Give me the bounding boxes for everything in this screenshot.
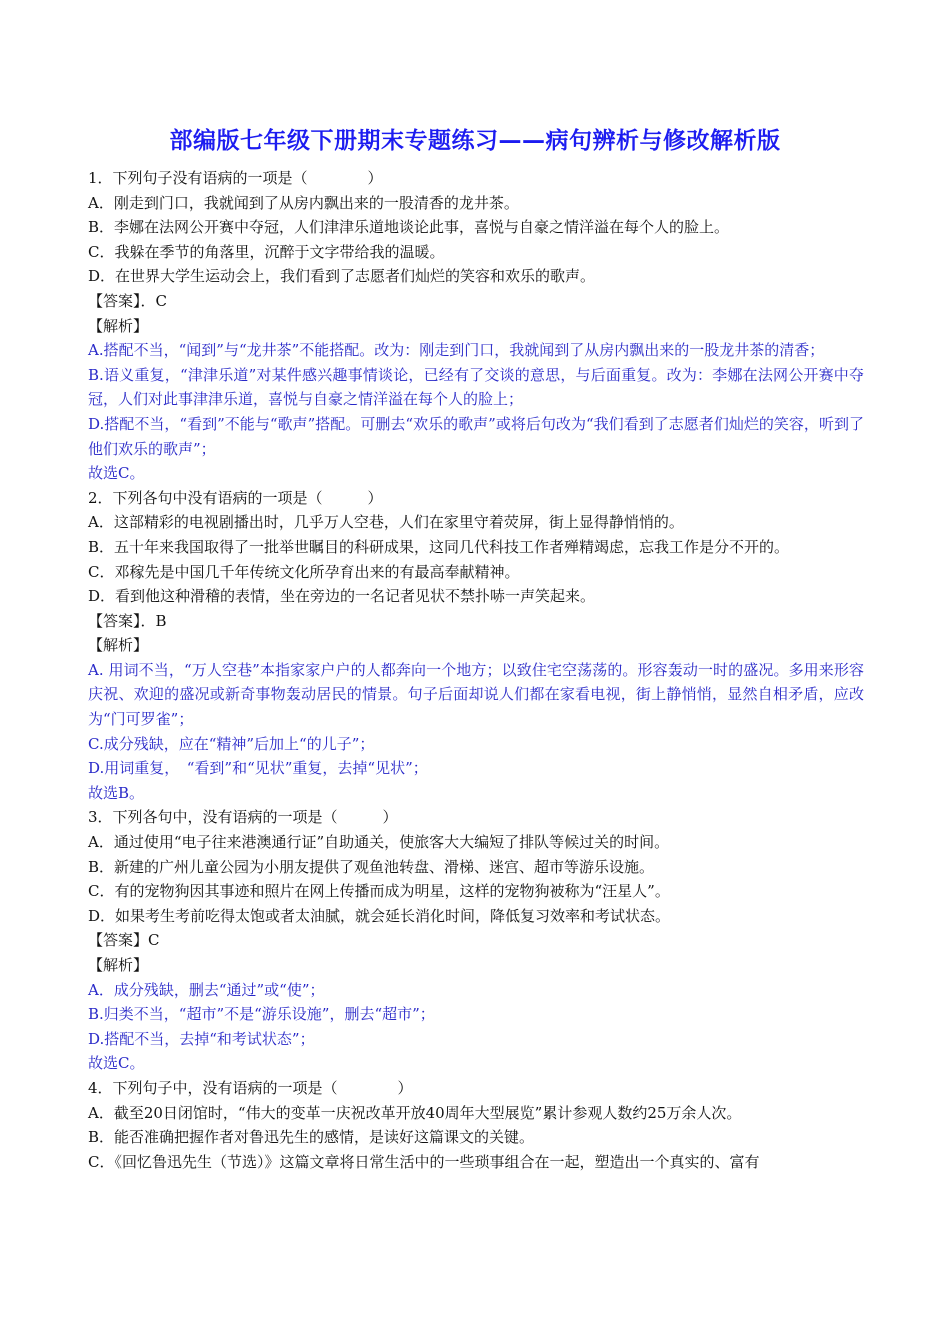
question-3-option-b: B．新建的广州儿童公园为小朋友提供了观鱼池转盘、滑梯、迷宫、超市等游乐设施。 — [88, 857, 655, 876]
question-2-option-c: C．邓稼先是中国几千年传统文化所孕育出来的有最高奉献精神。 — [88, 562, 520, 581]
question-1-explanation-a: A.搭配不当，“闻到”与“龙井茶”不能搭配。改为：刚走到门口，我就闻到了从房内飘出来的一股龙井茶的清香； — [88, 341, 825, 360]
question-1-analysis-label: 【解析】 — [88, 316, 149, 335]
question-3-option-d: D．如果考生考前吃得太饱或者太油腻，就会延长消化时间，降低复习效率和考试状态。 — [88, 906, 671, 925]
question-1-explanation-d: D.搭配不当，“看到”不能与“歌声”搭配。可删去“欢乐的歌声”或将后句改为“我们看到了志愿者们灿烂的笑容，听到了他们欢乐的歌声”； — [88, 414, 864, 458]
question-2-explanation-d: D.用词重复， “看到”和“见状”重复，去掉“见状”； — [88, 759, 428, 778]
question-3-explanation-b: B.归类不当，“超市”不是“游乐设施”，删去“超市”； — [88, 1005, 435, 1024]
question-3-analysis-label: 【解析】 — [88, 956, 149, 974]
question-4-option-a: A．截至20日闭馆时，“伟大的变革一庆祝改革开放40周年大型展览”累计参观人数约25万余人次。 — [88, 1103, 742, 1122]
question-1-option-d: D．在世界大学生运动会上，我们看到了志愿者们灿烂的笑容和欢乐的歌声。 — [88, 267, 596, 286]
document-body — [88, 166, 864, 1174]
question-3-stem: 3．下列各句中，没有语病的一项是（ ） — [88, 808, 398, 827]
question-1-option-c: C．我躲在季节的角落里，沉醉于文字带给我的温暖。 — [88, 242, 445, 261]
question-1-option-a: A．刚走到门口，我就闻到了从房内飘出来的一股清香的龙井茶。 — [88, 193, 519, 212]
question-4-option-b: B．能否准确把握作者对鲁迅先生的感情，是读好这篇课文的关键。 — [88, 1128, 535, 1147]
question-2-explanation-c: C.成分残缺，应在“精神”后加上“的儿子”； — [88, 734, 375, 753]
question-2-option-b: B．五十年来我国取得了一批举世瞩目的科研成果，这同几代科技工作者殚精竭虑，忘我工作是分不开的。 — [88, 537, 790, 556]
question-1-stem: 1．下列句子没有语病的一项是（ ） — [88, 169, 383, 187]
question-1-explanation-b: B.语义重复，“津津乐道”对某件感兴趣事情谈论，已经有了交谈的意思，与后面重复。改为：李娜在法网公开赛中夺冠，人们对此事津津乐道，喜悦与自豪之情洋溢在每个人的脸上； — [88, 365, 864, 409]
question-2-analysis-label: 【解析】 — [88, 636, 149, 655]
question-2-option-a: A．这部精彩的电视剧播出时，几乎万人空巷，人们在家里守着荧屏，街上显得静悄悄的。 — [88, 513, 684, 532]
question-4-option-c: C．《回忆鲁迅先生（节选）》这篇文章将日常生活中的一些琐事组合在一起，塑造出一个真实的、富有 — [88, 1152, 760, 1171]
document-title: 部编版七年级下册期末专题练习——病句辨析与修改解析版 — [169, 128, 781, 154]
question-4-stem: 4．下列句子中，没有语病的一项是（ ） — [88, 1078, 413, 1097]
question-2-stem: 2．下列各句中没有语病的一项是（ ） — [88, 488, 383, 507]
question-1-option-b: B．李娜在法网公开赛中夺冠，人们津津乐道地谈论此事，喜悦与自豪之情洋溢在每个人的脸上。 — [88, 218, 730, 237]
question-1-answer: 【答案】．C — [88, 291, 167, 310]
question-1-conclusion: 故选C。 — [88, 464, 145, 483]
question-3-explanation-d: D.搭配不当，去掉“和考试状态”； — [88, 1029, 315, 1048]
question-2-answer: 【答案】．B — [88, 611, 167, 630]
question-3-explanation-a: A．成分残缺，删去“通过”或“使”； — [88, 980, 325, 999]
question-2-option-d: D．看到他这种滑稽的表情，坐在旁边的一名记者见状不禁扑哧一声笑起来。 — [88, 587, 596, 606]
question-3-answer: 【答案】C — [88, 931, 160, 950]
question-3-option-c: C．有的宠物狗因其事迹和照片在网上传播而成为明星，这样的宠物狗被称为“汪星人”。 — [88, 882, 670, 901]
question-2-explanation-a: A. 用词不当，“万人空巷”本指家家户户的人都奔向一个地方；以致住宅空荡荡的。形容轰动一时的盛况。多用来形容庆祝、欢迎的盛况或新奇事物轰动居民的情景。句子后面却说人们都在家看电视，街上静悄悄，显然自相矛盾，应改为“门可罗雀”； — [88, 660, 864, 729]
question-2-conclusion: 故选B。 — [88, 783, 145, 802]
question-3-option-a: A．通过使用“电子往来港澳通行证”自助通关，使旅客大大编短了排队等候过关的时间。 — [88, 833, 670, 852]
question-3-conclusion: 故选C。 — [88, 1054, 145, 1073]
